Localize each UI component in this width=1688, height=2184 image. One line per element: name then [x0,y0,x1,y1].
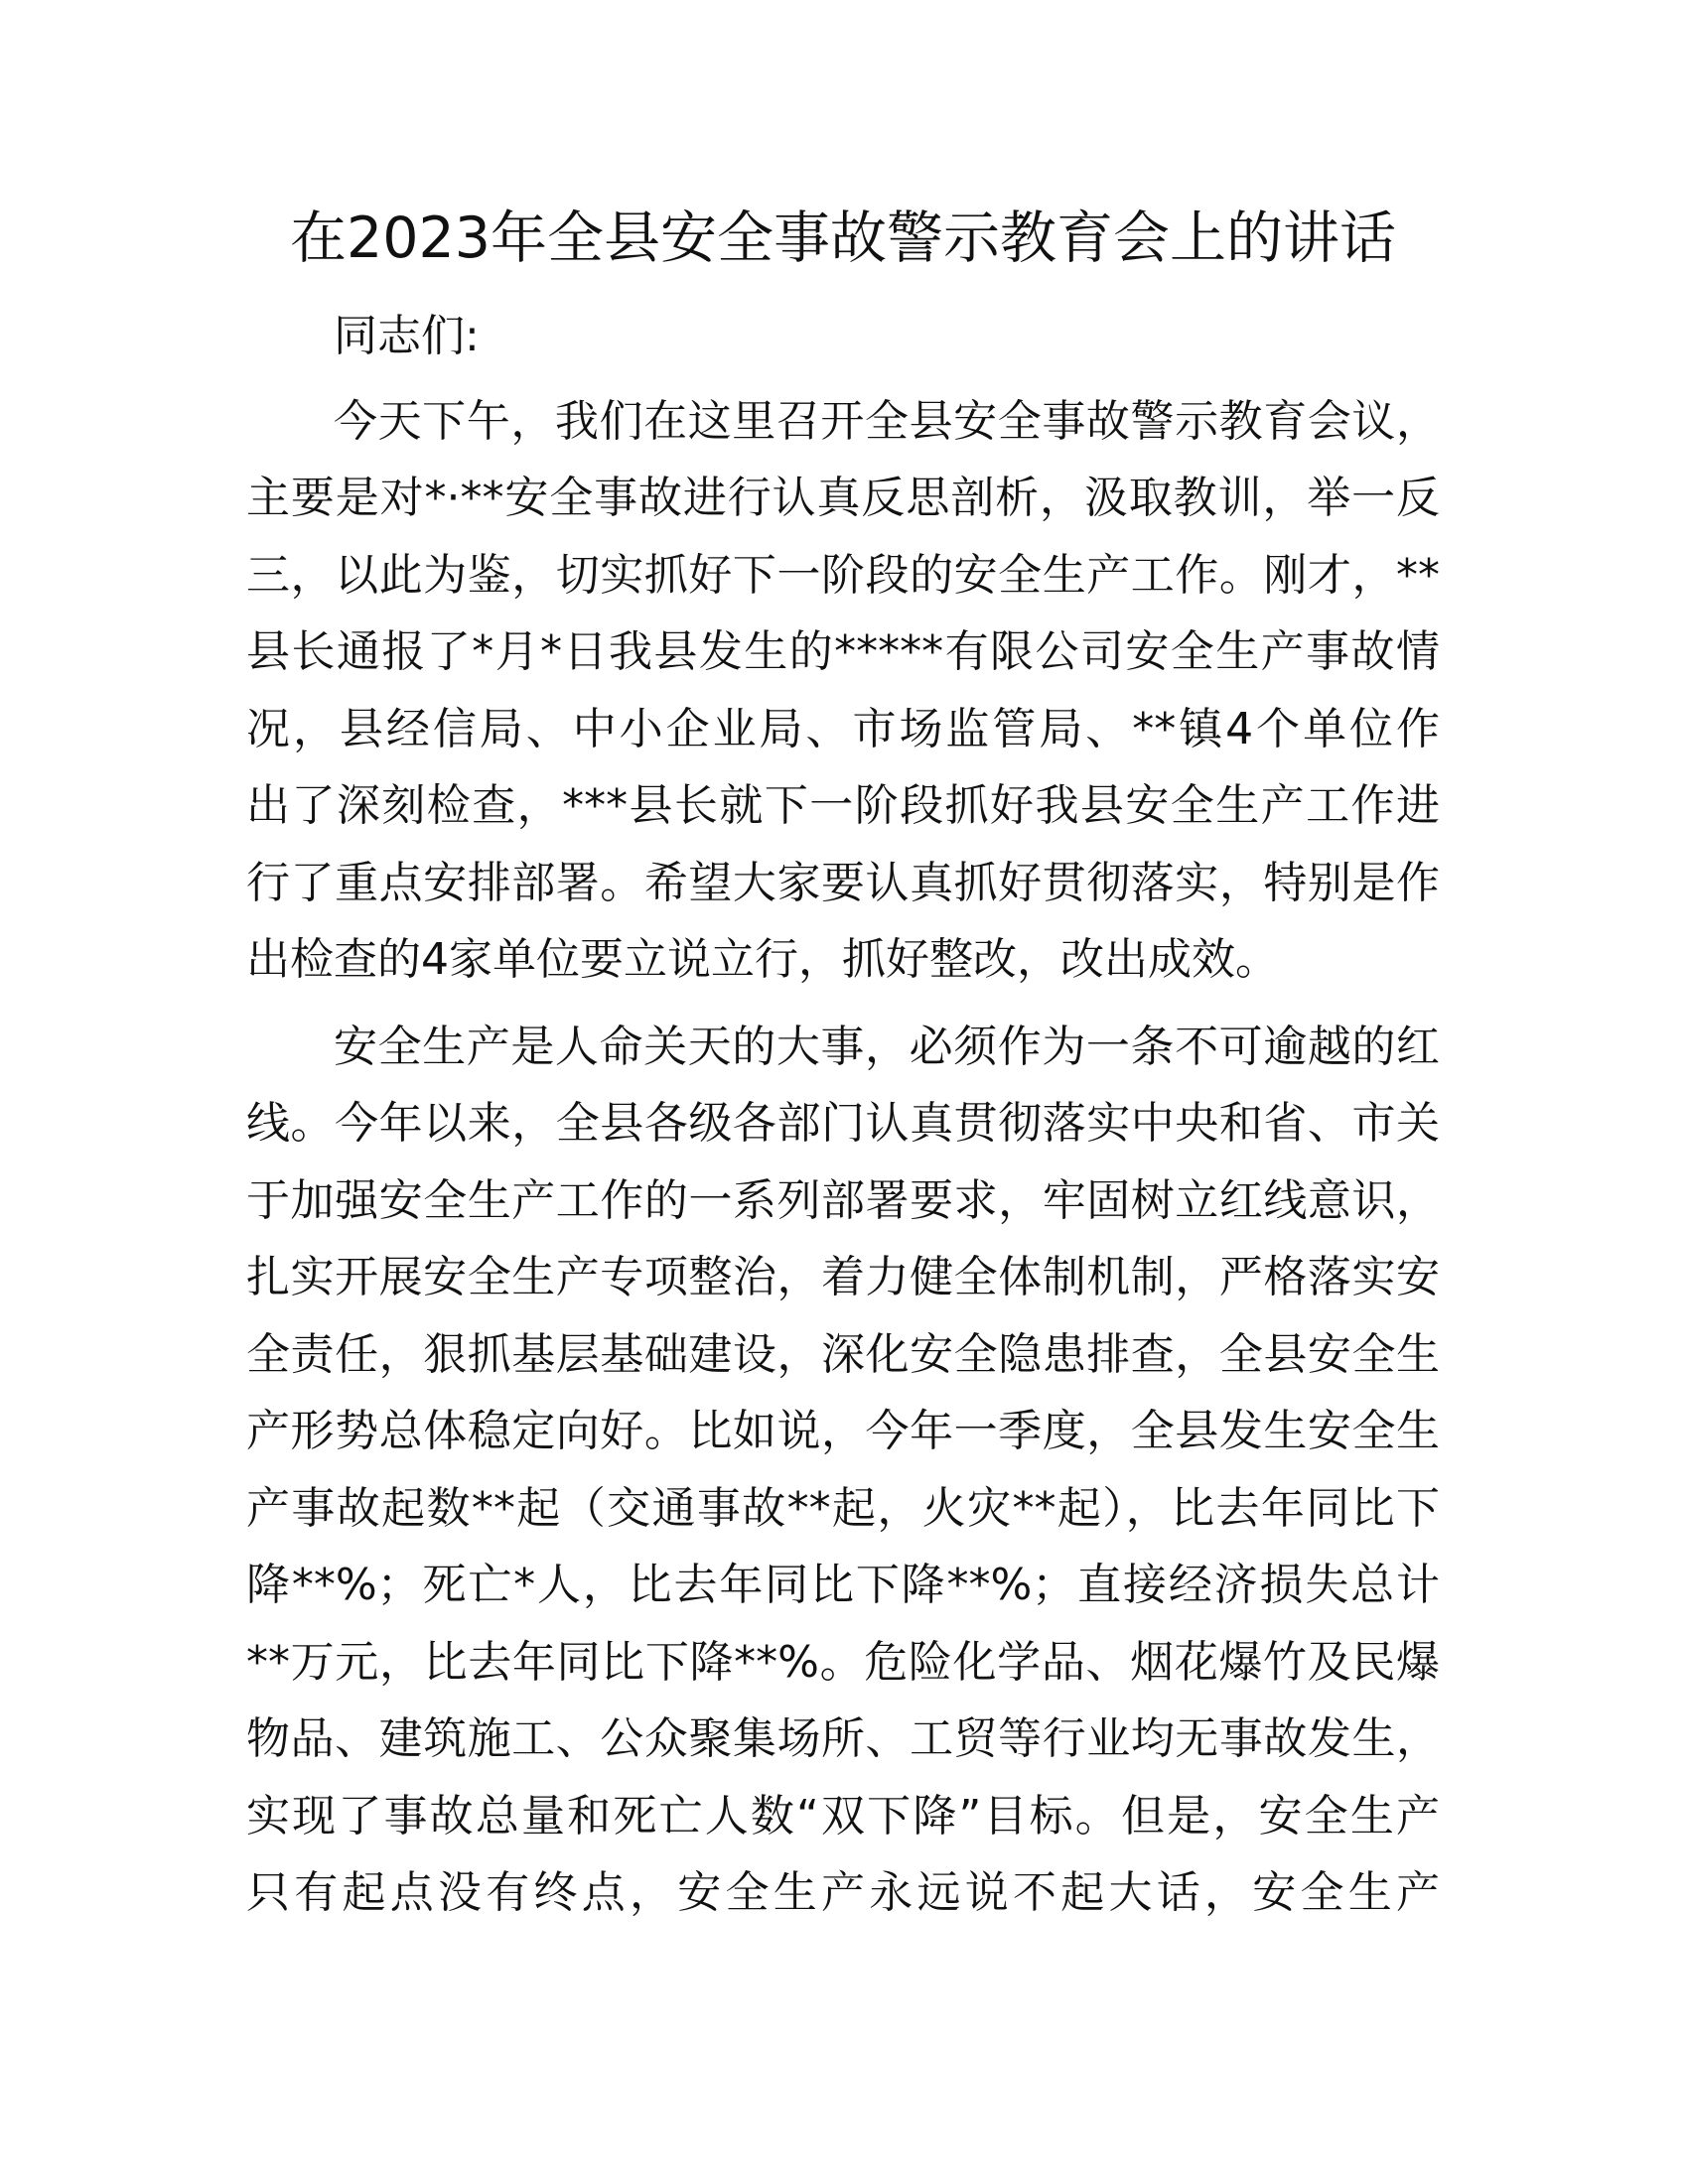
paragraph-line: 产事故起数**起（交通事故**起，火灾**起），比去年同比下 [246,1482,1440,1534]
document-page [246,199,1440,1932]
paragraph-line: 出检查的4家单位要立说立行，抓好整改，改出成效。 [246,934,1279,985]
paragraph-line: **万元，比去年同比下降**%。危险化学品、烟花爆竹及民爆 [246,1636,1440,1688]
paragraph-line: 县长通报了*月*日我县发生的*****有限公司安全生产事故情 [246,626,1440,677]
document-title: 在2023年全县安全事故警示教育会上的讲话 [289,205,1397,271]
paragraph-line: 安全生产是人命关天的大事，必须作为一条不可逾越的红 [334,1021,1440,1072]
paragraph-2 [246,1009,1440,1932]
paragraph-line: 三，以此为鉴，切实抓好下一阶段的安全生产工作。刚才，** [246,549,1440,601]
paragraph-line: 出了深刻检查，***县长就下一阶段抓好我县安全生产工作进 [246,780,1440,831]
paragraph-line: 降**%；死亡*人，比去年同比下降**%；直接经济损失总计 [246,1560,1440,1610]
paragraph-line: 况，县经信局、中小企业局、市场监管局、**镇4个单位作 [246,703,1440,754]
paragraph-line: 实现了事故总量和死亡人数“双下降”目标。但是，安全生产 [246,1790,1440,1842]
paragraph-line: 行了重点安排部署。希望大家要认真抓好贯彻落实，特别是作 [246,857,1440,908]
salutation: 同志们: [334,311,480,361]
paragraph-line: 线。今年以来，全县各级各部门认真贯彻落实中央和省、市关 [246,1098,1440,1149]
paragraph-line: 全责任，狠抓基层基础建设，深化安全隐患排查，全县安全生 [246,1328,1440,1380]
paragraph-line: 扎实开展安全生产专项整治，着力健全体制机制，严格落实安 [246,1252,1440,1302]
paragraph-gap [246,999,1440,1009]
paragraph-1 [246,383,1440,999]
paragraph-line: 于加强安全生产工作的一系列部署要求，牢固树立红线意识， [246,1174,1440,1226]
paragraph-line: 主要是对*·**安全事故进行认真反思剖析，汲取教训，举一反 [246,473,1440,523]
paragraph-line: 只有起点没有终点，安全生产永远说不起大话，安全生产 [246,1867,1440,1918]
paragraph-line: 今天下午，我们在这里召开全县安全事故警示教育会议， [334,395,1440,447]
paragraph-line: 物品、建筑施工、公众聚集场所、工贸等行业均无事故发生， [246,1713,1440,1764]
paragraph-line: 产形势总体稳定向好。比如说，今年一季度，全县发生安全生 [246,1406,1440,1456]
